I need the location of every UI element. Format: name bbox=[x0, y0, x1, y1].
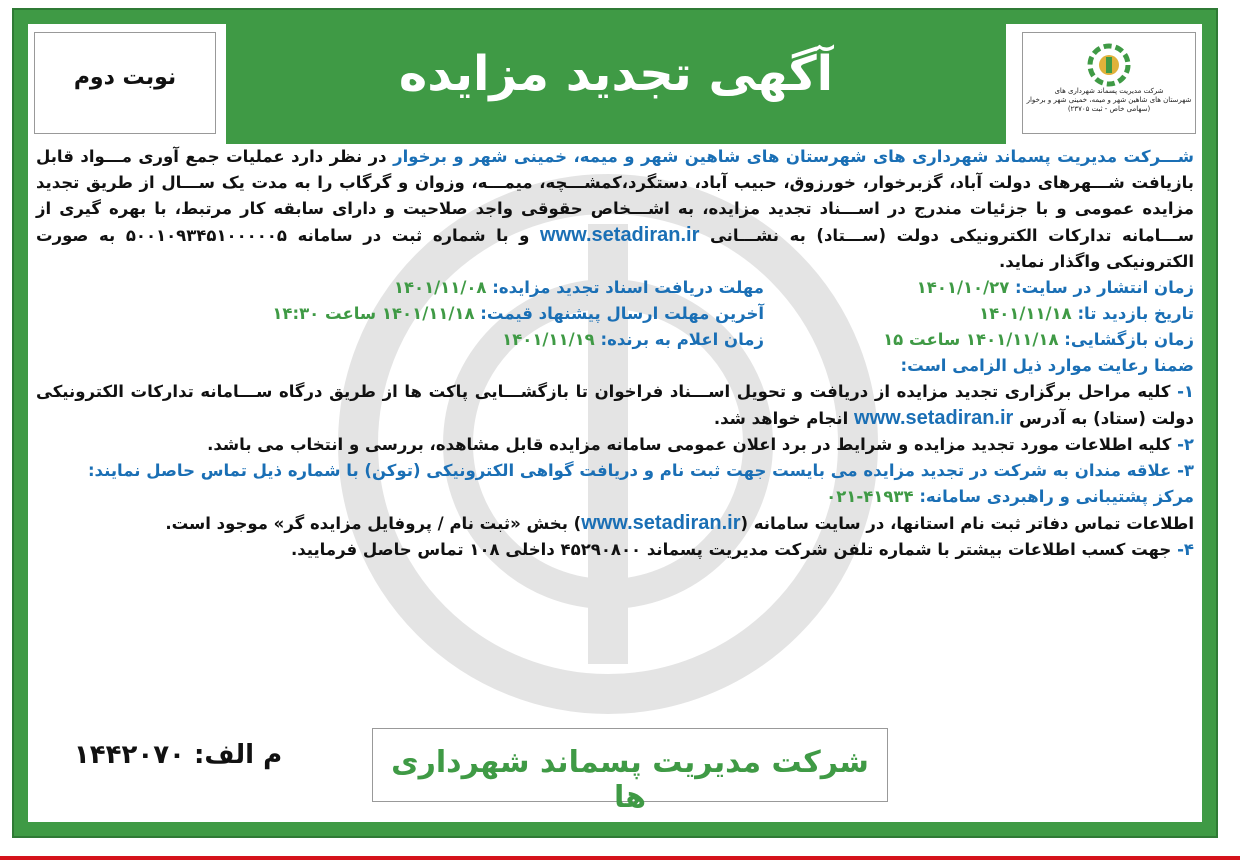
ad-paper bbox=[28, 24, 1202, 822]
visit-date-value: ۱۴۰۱/۱۱/۱۸ bbox=[979, 304, 1072, 323]
intro-paragraph bbox=[36, 144, 1194, 275]
ad-body bbox=[36, 144, 1194, 563]
intro-url-link[interactable]: www.setadiran.ir bbox=[540, 224, 700, 246]
contact-row bbox=[36, 510, 1194, 537]
ad-title: آگهی تجدید مزایده bbox=[398, 46, 834, 102]
logo-box bbox=[1022, 32, 1196, 134]
code-value: ۱۴۴۲۰۷۰ bbox=[73, 740, 185, 770]
opening-date-label: زمان بازگشایی: bbox=[1058, 330, 1194, 349]
note-1-number: ۱- bbox=[1170, 382, 1194, 401]
docs-deadline-value: ۱۴۰۱/۱۱/۰۸ bbox=[393, 278, 487, 297]
bid-deadline-row bbox=[244, 301, 764, 327]
visit-date-label: تاریخ بازدید تا: bbox=[1071, 304, 1194, 323]
intro-company: شـــرکت مدیریت پسماند شهرداری های شهرستان های شاهین شهر و میمه، خمینی شهر و برخوار bbox=[393, 147, 1194, 166]
note-1-end: انجام خواهد شد. bbox=[713, 409, 855, 428]
support-label: مرکز پشتیبانی و راهبردی سامانه: bbox=[913, 487, 1194, 506]
ad-footer bbox=[42, 718, 1188, 815]
title-banner bbox=[226, 24, 1006, 144]
dates-block bbox=[36, 275, 1194, 353]
code-box bbox=[48, 718, 308, 806]
winner-date-row bbox=[244, 327, 764, 353]
dates-left-column bbox=[244, 275, 764, 353]
recycle-logo-icon bbox=[1087, 43, 1131, 87]
note-2-text: کلیه اطلاعات مورد تجدید مزایده و شرایط در برد اعلان عمومی سامانه مزایده قابل مشاهده، بررسی و انتخاب می باشد. bbox=[207, 435, 1172, 454]
ad-frame bbox=[12, 8, 1218, 838]
docs-deadline-row bbox=[244, 275, 764, 301]
contact-text-2: ) بخش «ثبت نام / پروفایل مزایده گر» موجود است. bbox=[165, 514, 582, 533]
code-label: م الف: bbox=[184, 740, 283, 770]
note-1-url-link[interactable]: www.setadiran.ir bbox=[854, 407, 1014, 429]
note-3-number: ۳- bbox=[1171, 461, 1194, 480]
note-item-3 bbox=[36, 458, 1194, 484]
bid-deadline-label: آخرین مهلت ارسال پیشنهاد قیمت: bbox=[474, 304, 764, 323]
note-item-2 bbox=[36, 432, 1194, 458]
publish-date-label: زمان انتشار در سایت: bbox=[1009, 278, 1194, 297]
publish-date-value: ۱۴۰۱/۱۰/۲۷ bbox=[916, 278, 1010, 297]
intro-text-2: و با شماره ثبت در سامانه ۵۰۰۱۰۹۳۴۵۱۰۰۰۰۰۵ به صورت الکترونیکی واگذار نماید. bbox=[36, 226, 1194, 271]
round-box bbox=[34, 32, 216, 134]
note-2-number: ۲- bbox=[1171, 435, 1194, 454]
note-1-text: کلیه مراحل برگزاری تجدید مزایده از دریافت و تحویل اســـناد فراخوان تا بازگشـــایی پاکت ها از طریق درگاه ســـامانه تدارکات الکترونیکی دولت (ستاد) به آدرس bbox=[36, 382, 1194, 428]
opening-date-value: ۱۴۰۱/۱۱/۱۸ ساعت ۱۵ bbox=[883, 330, 1059, 349]
support-value: ۴۱۹۳۴-۰۲۱ bbox=[826, 487, 914, 506]
footer-company-name: شرکت مدیریت پسماند شهرداری ها bbox=[391, 745, 869, 815]
contact-text-1: اطلاعات تماس دفاتر ثبت نام استانها، در سایت سامانه ( bbox=[740, 514, 1194, 533]
docs-deadline-label: مهلت دریافت اسناد تجدید مزایده: bbox=[486, 278, 764, 297]
note-item-1 bbox=[36, 379, 1194, 432]
bottom-red-rule bbox=[0, 856, 1240, 860]
note-4-text: جهت کسب اطلاعات بیشتر با شماره تلفن شرکت مدیریت پسماند ۴۵۲۹۰۸۰۰ داخلی ۱۰۸ تماس حاصل فرمایید. bbox=[290, 540, 1172, 559]
bid-deadline-value: ۱۴۰۱/۱۱/۱۸ ساعت ۱۴:۳۰ bbox=[272, 304, 475, 323]
intro-text-1: در نظر دارد عملیات جمع آوری مـــواد قابل بازیافت شـــهرهای دولت آباد، گزبرخوار، خورزوق، حبیب آباد، دستگرد،کمشـــچه، میمـــه، وزوان و گرگاب را به مدت یک ســـال از طریق تجدید مزایده عمومی و با جزئیات مندرج در اســـناد تجدید مزایده، به اشـــخاص حقوقی واجد صلاحیت و دارای سابقه کار مرتبط، با بهره گیری از ســـامانه تدارکات الکترونیکی دولت (ســـتاد) به نشـــانی bbox=[36, 147, 1195, 245]
logo-line-3: (سهامی خاص - ثبت ۲۳۷۰۵) bbox=[1067, 105, 1151, 113]
contact-url-link[interactable]: www.setadiran.ir bbox=[581, 512, 741, 534]
logo-line-2: شهرستان های شاهین شهر و میمه، خمینی شهر و برخوار bbox=[1026, 96, 1192, 104]
note-3-text: علاقه مندان به شرکت در تجدید مزایده می بایست جهت ثبت نام و دریافت گواهی الکترونیکی (توکن) با شماره ذیل تماس حاصل نمایند: bbox=[87, 461, 1172, 480]
note-4-number: ۴- bbox=[1171, 540, 1194, 559]
notes-heading: ضمنا رعایت موارد ذیل الزامی است: bbox=[900, 356, 1194, 375]
winner-date-label: زمان اعلام به برنده: bbox=[594, 330, 764, 349]
logo-line-1: شرکت مدیریت پسماند شهرداری های bbox=[1054, 87, 1164, 95]
note-item-4 bbox=[36, 537, 1194, 563]
winner-date-value: ۱۴۰۱/۱۱/۱۹ bbox=[502, 330, 595, 349]
round-label: نوبت دوم bbox=[73, 65, 177, 90]
publication-code bbox=[48, 740, 308, 770]
company-box bbox=[372, 728, 888, 815]
support-row bbox=[36, 484, 1194, 510]
